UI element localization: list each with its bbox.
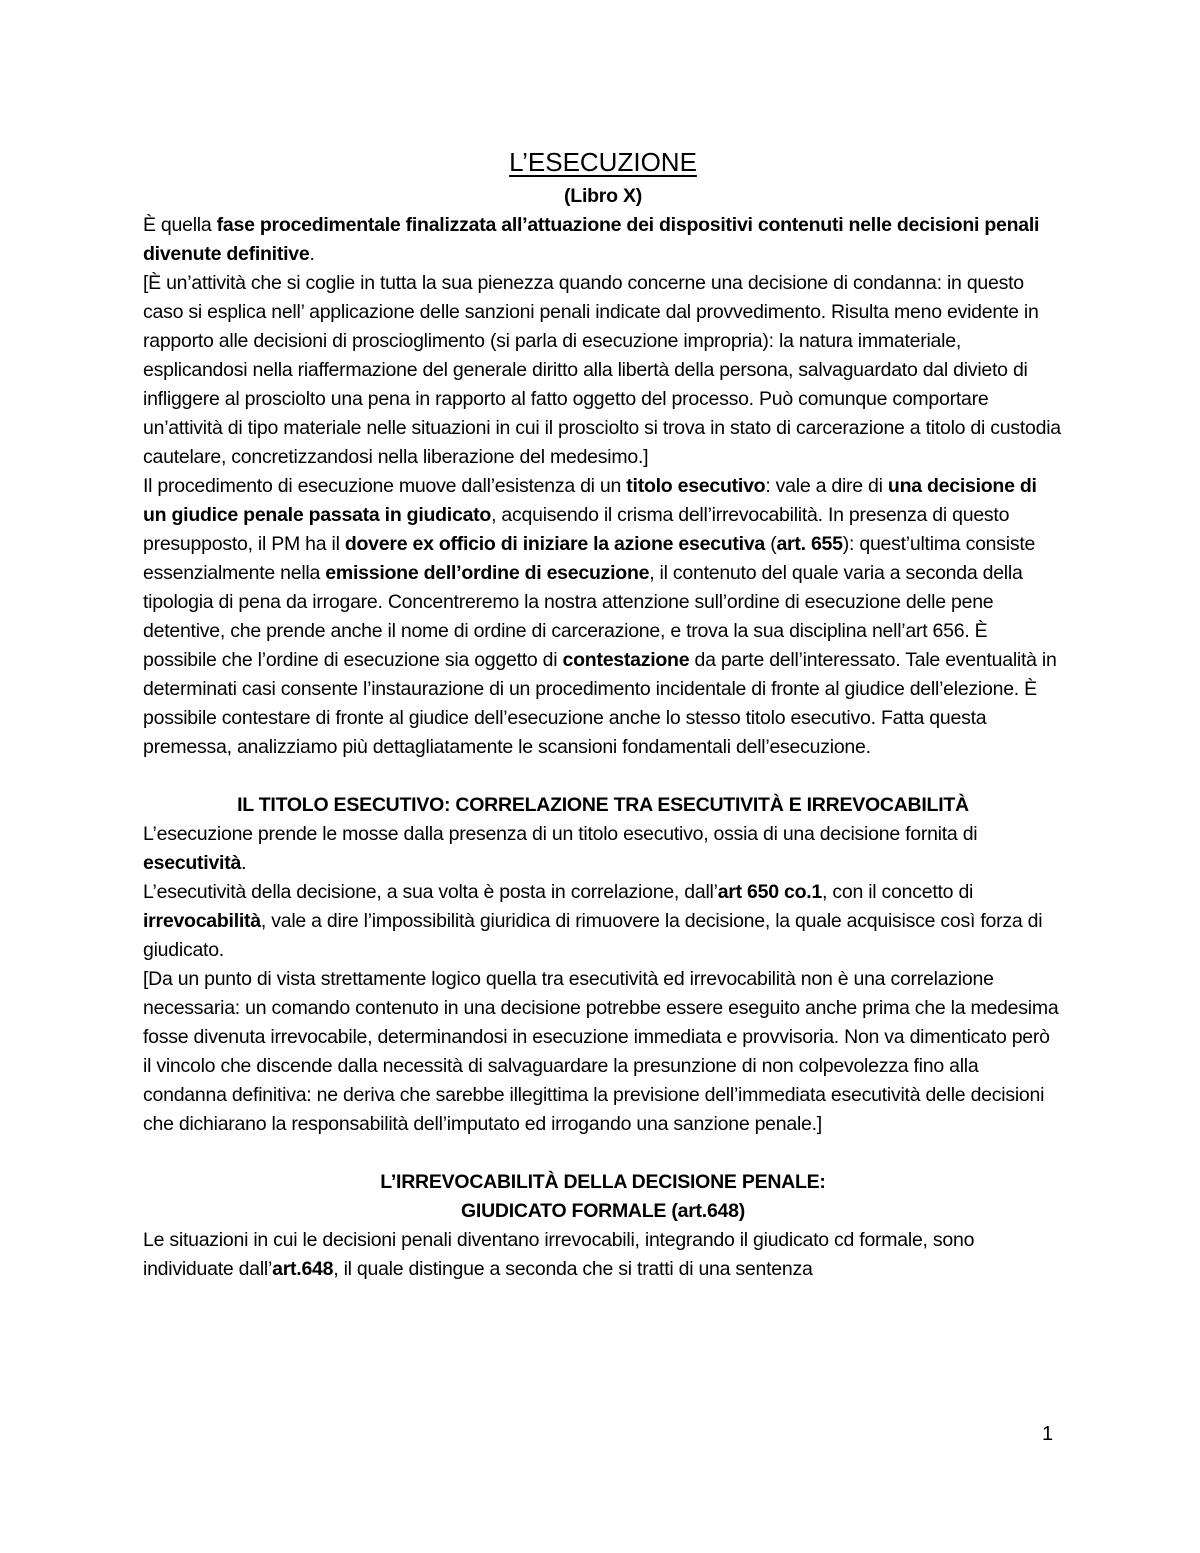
section-heading-giudicato-formale: GIUDICATO FORMALE (art.648): [461, 1200, 745, 1222]
text-run: L’esecutività della decisione, a sua volta è posta in correlazione, dall’: [143, 881, 718, 903]
text-run: , con il concetto di: [822, 881, 974, 903]
bold-run: dovere ex officio di iniziare la azione esecutiva: [344, 533, 766, 555]
paragraph-definition: [143, 211, 1063, 269]
bold-run: contestazione: [562, 649, 690, 671]
text-run: : vale a dire di: [765, 475, 888, 497]
text-run: , vale a dire l’impossibilità giuridica di rimuovere la decisione, la quale acquisisce così forza di giudicato.: [143, 910, 1043, 961]
text-run: È quella: [143, 214, 217, 236]
paragraph-giudicato: [143, 1226, 1063, 1284]
bold-run: art 650 co.1: [717, 881, 823, 903]
paragraph-note-execution: [È un’attività che si coglie in tutta la sua pienezza quando concerne una decisione di condanna: in questo caso si esplica nell’ applicazione delle sanzioni penali indicate dal provvedimento. Risulta meno evidente in rapporto alle decisioni di proscioglimento (si parla di esecuzione impropria): la natura immateriale, esplicandosi nella riaffermazione del generale diritto alla libertà della persona, salvaguardato dal divieto di infliggere al prosciolto una pena in rapporto al fatto oggetto del processo. Può comunque comportare un’attività di tipo materiale nelle situazioni in cui il prosciolto si trova in stato di carcerazione a titolo di custodia cautelare, concretizzandosi nella liberazione del medesimo.]: [143, 272, 1061, 468]
blank-line: [143, 1139, 1063, 1168]
bold-run: emissione dell’ordine di esecuzione: [325, 562, 650, 584]
page-content: [143, 142, 1063, 1284]
bold-run: art. 655: [776, 533, 843, 555]
text-run: .: [309, 243, 315, 265]
text-run: .: [241, 852, 247, 874]
text-run: Il procedimento di esecuzione muove dall’esistenza di un: [143, 475, 627, 497]
section-heading-irrevocabilita: L’IRREVOCABILITÀ DELLA DECISIONE PENALE:: [380, 1171, 826, 1193]
paragraph-note-correlazione: [Da un punto di vista strettamente logico quella tra esecutività ed irrevocabilità non è una correlazione necessaria: un comando contenuto in una decisione potrebbe essere eseguito anche prima che la medesima fosse divenuta irrevocabile, determinandosi in esecuzione immediata e provvisoria. Non va dimenticato però il vincolo che discende dalla necessità di salvaguardare la presunzione di non colpevolezza fino alla condanna definitiva: ne deriva che sarebbe illegittima la previsione dell’immediata esecutività delle decisioni che dichiarano la responsabilità dell’imputato ed irrogando una sanzione penale.]: [143, 968, 1059, 1135]
text-run: ): quest’ultima consiste essenzialmente nella: [143, 533, 1036, 584]
paragraph-esecutivita: [143, 878, 1063, 965]
text-run: , il contenuto del quale varia a seconda della tipologia di pena da irrogare. Concentreremo la nostra attenzione sull’ordine di esecuzione delle pene detentive, che prende anche il nome di ordine di carcerazione, e trova la sua disciplina nell’art 656. È possibile che l’ordine di esecuzione sia oggetto di: [143, 562, 1023, 671]
bold-run: irrevocabilità: [143, 910, 261, 932]
bold-run: fase procedimentale finalizzata all’attuazione dei dispositivi contenuti nelle decisioni penali divenute definitive: [143, 214, 1040, 265]
blank-line: [143, 762, 1063, 791]
document-title: L’ESECUZIONE: [509, 147, 697, 177]
text-run: da parte dell’interessato. Tale eventualità in determinati casi consente l’instaurazione di un procedimento incidentale di fronte al giudice dell’elezione. È possibile contestare di fronte al giudice dell’esecuzione anche lo stesso titolo esecutivo. Fatta questa premessa, analizziamo più dettagliatamente le scansioni fondamentali dell’esecuzione.: [143, 649, 1057, 758]
bold-run: una decisione di un giudice penale passata in giudicato: [143, 475, 1037, 526]
text-run: (: [765, 533, 777, 555]
page-number: 1: [1042, 1423, 1054, 1445]
bold-run: art.648: [272, 1258, 334, 1280]
text-run: , il quale distingue a seconda che si tratti di una sentenza: [333, 1258, 813, 1280]
document-subtitle: (Libro X): [564, 185, 642, 207]
bold-run: titolo esecutivo: [626, 475, 766, 497]
bold-run: esecutività: [143, 852, 242, 874]
paragraph-procedure: [143, 472, 1063, 762]
section-heading-titolo-esecutivo: IL TITOLO ESECUTIVO: CORRELAZIONE TRA ESECUTIVITÀ E IRREVOCABILITÀ: [237, 794, 969, 816]
text-run: L’esecuzione prende le mosse dalla presenza di un titolo esecutivo, ossia di una decisione fornita di: [143, 823, 978, 845]
text-run: , acquisendo il crisma dell’irrevocabilità. In presenza di questo presupposto, il PM ha il: [143, 504, 1010, 555]
text-run: Le situazioni in cui le decisioni penali diventano irrevocabili, integrando il giudicato cd formale, sono individuate dall’: [143, 1229, 975, 1280]
paragraph-titolo-esecutivo: [143, 820, 1063, 878]
